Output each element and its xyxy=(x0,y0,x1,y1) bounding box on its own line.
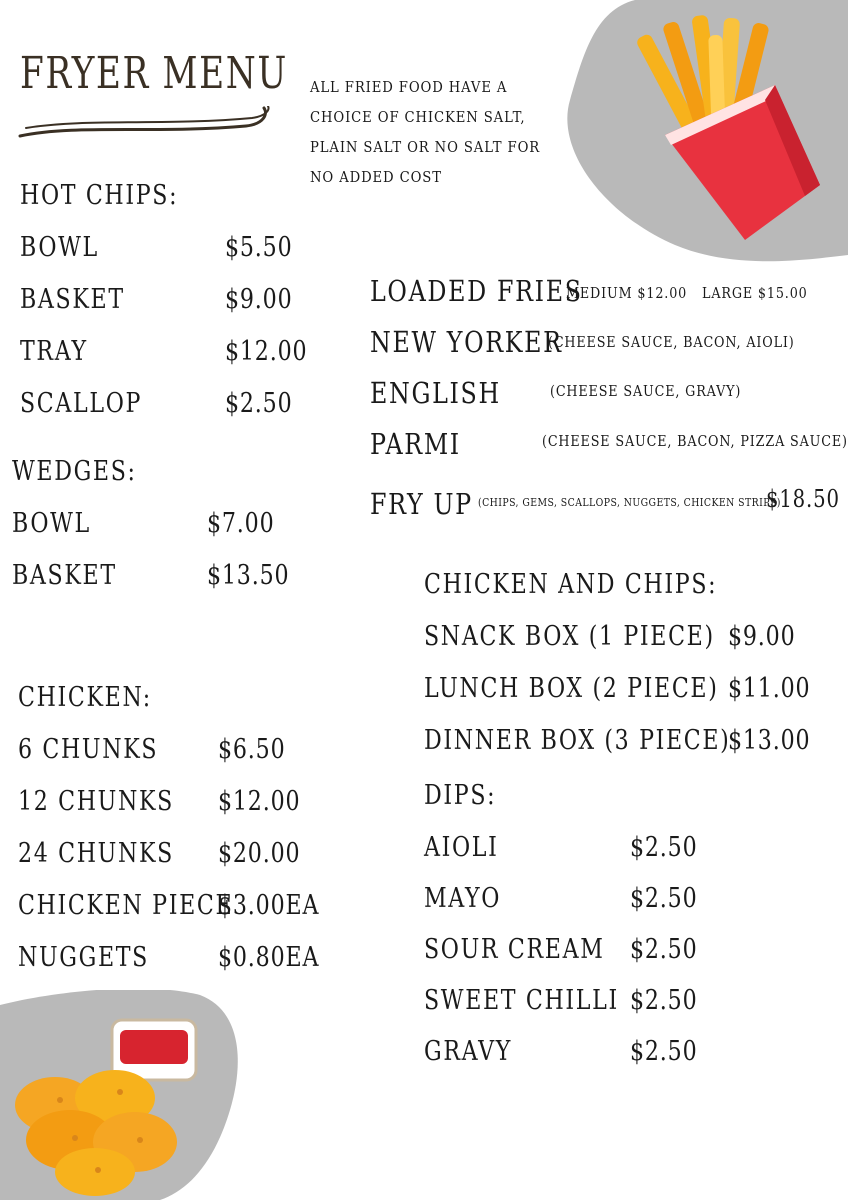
dips-item-name: GRAVY xyxy=(424,1036,513,1067)
dips-item-price: $2.50 xyxy=(630,1036,698,1067)
dips-item-price: $2.50 xyxy=(630,883,698,914)
fry-up-price: $18.50 xyxy=(766,485,840,513)
dips-item-name: SOUR CREAM xyxy=(424,934,605,965)
dips-item-name: SWEET CHILLI xyxy=(424,985,619,1016)
chicken-item-price: $20.00 xyxy=(218,838,301,869)
hot-chips-item-name: SCALLOP xyxy=(20,388,143,419)
chicken-item-name: 6 CHUNKS xyxy=(18,734,159,765)
dips-heading: DIPS: xyxy=(424,780,497,811)
fries-illustration xyxy=(565,0,848,270)
salt-note xyxy=(310,72,540,192)
dips-item-price: $2.50 xyxy=(630,934,698,965)
chicken-item-price: $12.00 xyxy=(218,786,301,817)
dips-item-name: AIOLI xyxy=(424,832,499,863)
chicken-item-name: 12 CHUNKS xyxy=(18,786,174,817)
loaded-fries-variant-name: ENGLISH xyxy=(370,376,501,410)
loaded-fries-medium-price: MEDIUM $12.00 xyxy=(566,284,688,302)
chicken-and-chips-item-price: $13.00 xyxy=(728,725,811,756)
wedges-heading: WEDGES: xyxy=(12,456,137,487)
chicken-and-chips-item-name: LUNCH BOX (2 PIECE) xyxy=(424,673,719,704)
title-swoosh-divider xyxy=(16,106,272,146)
wedges-item-price: $7.00 xyxy=(207,508,275,539)
loaded-fries-variant-desc: (CHEESE SAUCE, GRAVY) xyxy=(550,382,742,400)
chicken-heading: CHICKEN: xyxy=(18,682,152,713)
chicken-and-chips-item-price: $9.00 xyxy=(728,621,796,652)
chicken-item-name: NUGGETS xyxy=(18,942,149,973)
loaded-fries-large-price: LARGE $15.00 xyxy=(702,284,808,302)
salt-note-line: CHOICE OF CHICKEN SALT, xyxy=(310,108,526,126)
hot-chips-item-name: BASKET xyxy=(20,284,125,315)
salt-note-line: ALL FRIED FOOD HAVE A xyxy=(310,78,508,96)
hot-chips-item-price: $5.50 xyxy=(225,232,293,263)
chicken-item-price: $6.50 xyxy=(218,734,286,765)
hot-chips-heading: HOT CHIPS: xyxy=(20,180,179,211)
hot-chips-item-price: $2.50 xyxy=(225,388,293,419)
chicken-item-name: CHICKEN PIECE xyxy=(18,890,234,921)
loaded-fries-variant-desc: (CHEESE SAUCE, BACON, PIZZA SAUCE) xyxy=(542,432,848,450)
loaded-fries-variant-desc: (CHEESE SAUCE, BACON, AIOLI) xyxy=(548,333,795,351)
fry-up-name: FRY UP xyxy=(370,487,473,521)
wedges-item-name: BOWL xyxy=(12,508,91,539)
salt-note-line: NO ADDED COST xyxy=(310,168,442,186)
chicken-item-name: 24 CHUNKS xyxy=(18,838,174,869)
dips-item-name: MAYO xyxy=(424,883,502,914)
dips-item-price: $2.50 xyxy=(630,832,698,863)
fry-up-desc: (CHIPS, GEMS, SCALLOPS, NUGGETS, CHICKEN STRIPS) xyxy=(478,496,781,509)
salt-note-line: PLAIN SALT OR NO SALT FOR xyxy=(310,138,541,156)
loaded-fries-variant-name: NEW YORKER xyxy=(370,325,563,359)
chicken-item-price: $3.00EA xyxy=(218,890,320,921)
hot-chips-item-price: $9.00 xyxy=(225,284,293,315)
loaded-fries-variant-name: PARMI xyxy=(370,427,461,461)
nuggets-illustration xyxy=(0,990,245,1200)
dips-item-price: $2.50 xyxy=(630,985,698,1016)
hot-chips-item-name: BOWL xyxy=(20,232,99,263)
chicken-item-price: $0.80EA xyxy=(218,942,320,973)
hot-chips-item-name: TRAY xyxy=(20,336,88,367)
wedges-item-price: $13.50 xyxy=(207,560,290,591)
chicken-and-chips-item-price: $11.00 xyxy=(728,673,811,704)
chicken-and-chips-item-name: SNACK BOX (1 PIECE) xyxy=(424,621,715,652)
loaded-fries-name: LOADED FRIES xyxy=(370,274,583,308)
chicken-and-chips-heading: CHICKEN AND CHIPS: xyxy=(424,569,718,600)
chicken-and-chips-item-name: DINNER BOX (3 PIECE) xyxy=(424,725,731,756)
hot-chips-item-price: $12.00 xyxy=(225,336,308,367)
wedges-item-name: BASKET xyxy=(12,560,117,591)
menu-title: FRYER MENU xyxy=(20,48,288,99)
